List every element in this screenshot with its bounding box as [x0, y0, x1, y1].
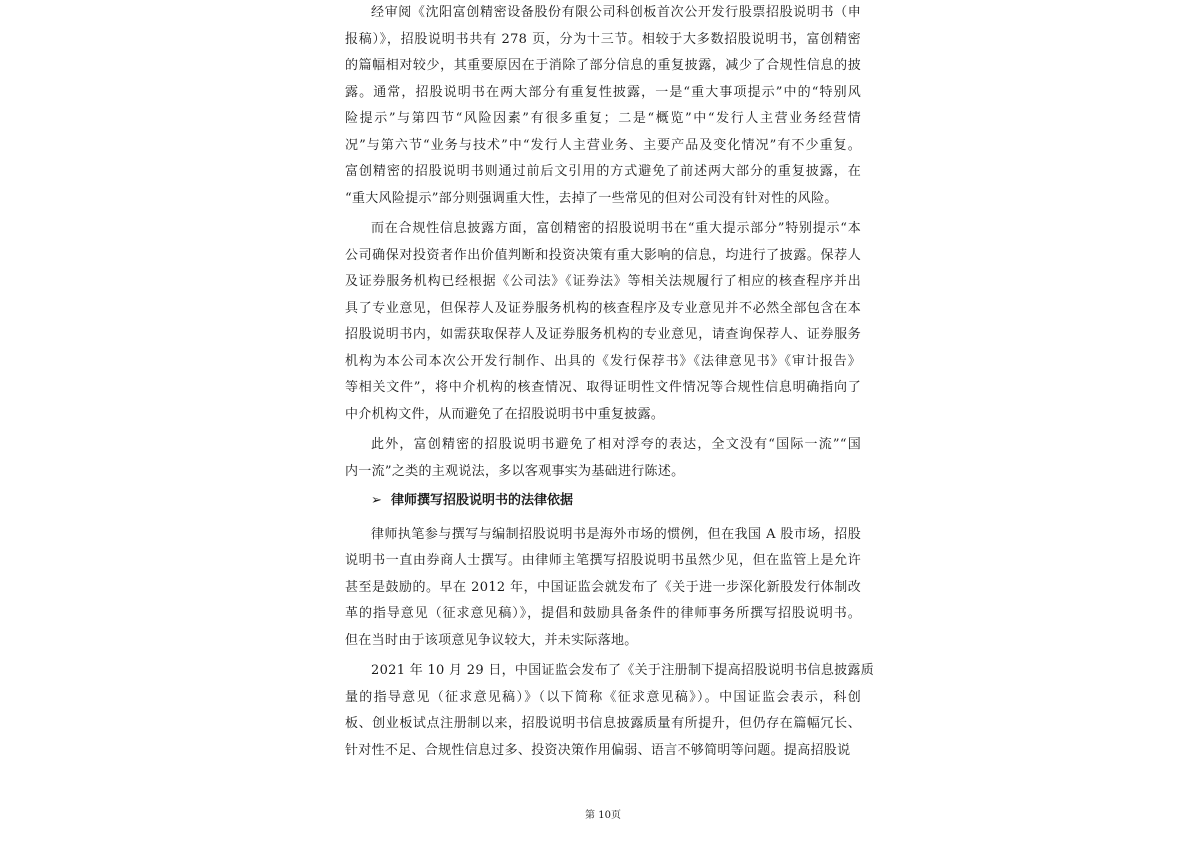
text-line: 招股说明书内，如需获取保荐人及证券服务机构的专业意见，请查询保荐人、证券服务	[345, 327, 861, 342]
text-line: 针对性不足、合规性信息过多、投资决策作用偏弱、语言不够简明等问题。提高招股说	[345, 742, 851, 758]
text-line: 2021 年 10 月 29 日，中国证监会发布了《关于注册制下提高招股说明书信息披露质	[371, 663, 875, 678]
text-line: 机构为本公司本次公开发行制作、出具的《发行保荐书》《法律意见书》《审计报告》	[345, 353, 861, 369]
text-line: 露。通常，招股说明书在两大部分有重复性披露，一是“重大事项提示”中的“特别风	[345, 84, 861, 100]
paragraph-lawyer-drafting	[345, 522, 861, 655]
text-line: 富创精密的招股说明书则通过前后文引用的方式避免了前述两大部分的重复披露，在	[345, 164, 861, 179]
section-heading-text: 律师撰写招股说明书的法律依据	[391, 493, 574, 508]
text-line: 中介机构文件，从而避免了在招股说明书中重复披露。	[345, 406, 665, 422]
text-line: 量的指导意见（征求意见稿）》（以下简称《征求意见稿》）。中国证监会表示，科创	[345, 689, 861, 705]
arrow-bullet-icon: ➢	[371, 493, 382, 508]
text-line: 具了专业意见，但保荐人及证券服务机构的核查程序及专业意见并不必然全部包含在本	[345, 300, 861, 316]
section-heading	[345, 488, 861, 515]
paragraph-csrc-guidance	[345, 658, 875, 764]
text-line: 的篇幅相对较少，其重要原因在于消除了部分信息的重复披露，减少了合规性信息的披	[345, 58, 861, 73]
paragraph-review-summary	[345, 0, 861, 212]
paragraph-objective-expression	[345, 432, 861, 485]
text-line: 况”与第六节“业务与技术”中“发行人主营业务、主要产品及变化情况”有不少重复。	[345, 137, 861, 153]
page-number: 第 10页	[585, 810, 621, 821]
document-page	[345, 0, 875, 855]
document-body	[345, 0, 875, 764]
text-line: 律师执笔参与撰写与编制招股说明书是海外市场的惯例，但在我国 A 股市场，招股	[371, 526, 861, 542]
text-line: 板、创业板试点注册制以来，招股说明书信息披露质量有所提升，但仍存在篇幅冗长、	[345, 716, 861, 731]
paragraph-compliance-disclosure	[345, 216, 861, 428]
text-line: 报稿）》，招股说明书共有 278 页，分为十三节。相较于大多数招股说明书，富创精密	[345, 31, 861, 47]
text-line: 内一流”之类的主观说法，多以客观事实为基础进行陈述。	[345, 463, 685, 479]
text-line: 及证券服务机构已经根据《公司法》《证券法》等相关法规履行了相应的核查程序并出	[345, 274, 861, 289]
text-line: 说明书一直由券商人士撰写。由律师主笔撰写招股说明书虽然少见，但在监管上是允许	[345, 553, 861, 568]
text-line: 险提示”与第四节“风险因素”有很多重复；二是“概览”中“发行人主营业务经营情	[345, 111, 861, 126]
paragraph-gap	[345, 515, 861, 522]
text-line: 等相关文件”，将中介机构的核查情况、取得证明性文件情况等合规性信息明确指向了	[345, 380, 861, 395]
text-line: “重大风险提示”部分则强调重大性，去掉了一些常见的但对公司没有针对性的风险。	[345, 190, 838, 206]
text-line: 革的指导意见（征求意见稿）》，提倡和鼓励具备条件的律师事务所撰写招股说明书。	[345, 606, 861, 621]
text-line: 经审阅《沈阳富创精密设备股份有限公司科创板首次公开发行股票招股说明书（申	[371, 5, 861, 20]
text-line: 甚至是鼓励的。早在 2012 年，中国证监会就发布了《关于进一步深化新股发行体制改	[345, 579, 861, 595]
text-line: 而在合规性信息披露方面，富创精密的招股说明书在“重大提示部分”特别提示“本	[371, 221, 861, 236]
text-line: 公司确保对投资者作出价值判断和投资决策有重大影响的信息，均进行了披露。保荐人	[345, 247, 861, 263]
text-line: 此外，富创精密的招股说明书避免了相对浮夸的表达，全文没有“国际一流”“国	[371, 437, 861, 452]
text-line: 但在当时由于该项意见争议较大，并未实际落地。	[345, 632, 638, 648]
